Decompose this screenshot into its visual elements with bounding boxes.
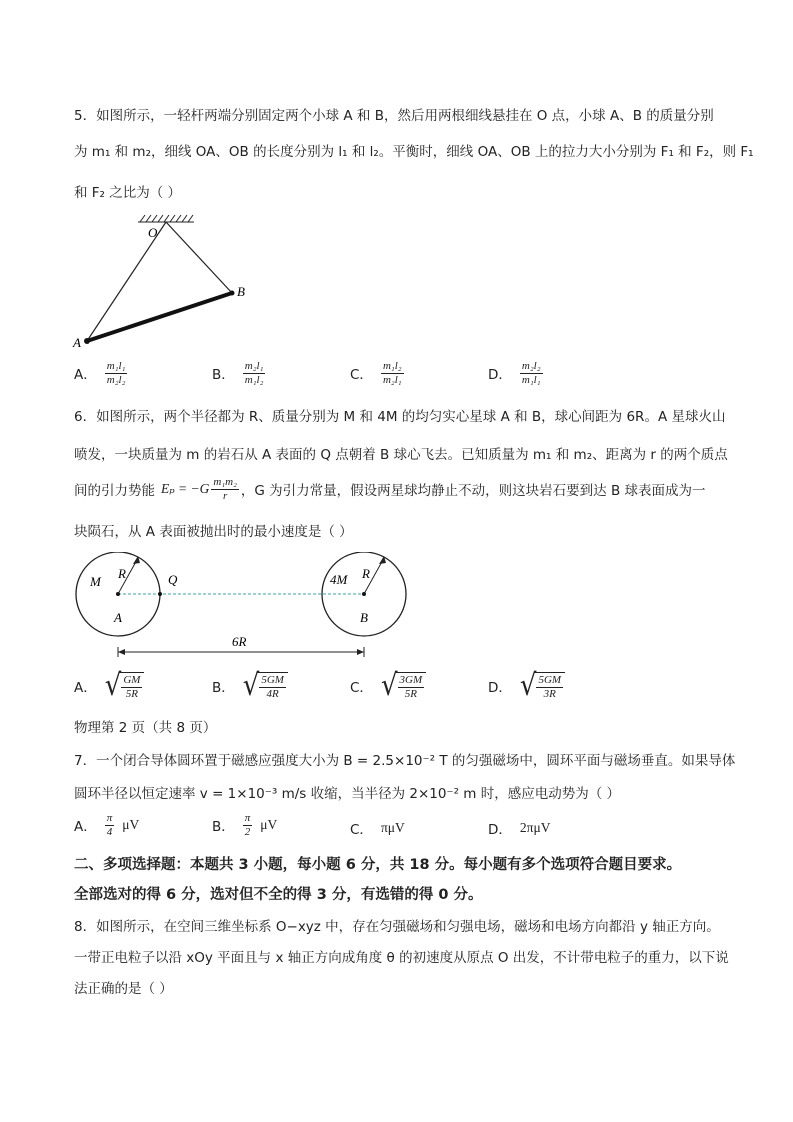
- ball-b: [230, 291, 235, 296]
- q6-option-d-sqrt: √ $\frac{5GM}{3R}$: [520, 672, 565, 700]
- ceiling-hatch: [138, 215, 194, 222]
- q6-option-c[interactable]: C． √ $\frac{3GM}{5R}$: [350, 672, 426, 700]
- q5-option-b[interactable]: B． $\frac{\text{m₂l₁}}{\text{m₁l₂}}$: [212, 360, 264, 386]
- q5-option-d-frac: $\frac{\text{m₂l₂}}{\text{m₁l₁}}$: [521, 360, 541, 386]
- q6-option-d[interactable]: D． √ $\frac{5GM}{3R}$: [488, 672, 565, 700]
- q5-option-a[interactable]: A． $\frac{\text{m₁l₁}}{\text{m₂l₂}}$: [74, 360, 126, 386]
- label-o: O: [148, 225, 158, 240]
- label-b: B: [237, 284, 245, 299]
- q5-option-c[interactable]: C． $\frac{\text{m₁l₂}}{\text{m₂l₁}}$: [350, 360, 402, 386]
- q6-line1: 6．如图所示，两个半径都为 R、质量分别为 M 和 4M 的均匀实心星球 A 和 B，球心间距为 6R。A 星球火山: [74, 409, 726, 425]
- q5-option-b-frac: $\frac{\text{m₂l₁}}{\text{m₁l₂}}$: [244, 360, 264, 386]
- string-ob: [166, 222, 232, 293]
- q6-option-b[interactable]: B． √ $\frac{5GM}{4R}$: [212, 672, 288, 700]
- section2-heading-line1: 二、多项选择题：本题共 3 小题，每小题 6 分，共 18 分。每小题有多个选项符合题目要求。: [74, 857, 682, 873]
- q5-diagram: [70, 212, 260, 352]
- ball-a: [84, 338, 90, 344]
- q7-option-b[interactable]: B． $\frac{\pi}{2}$ μV: [212, 812, 278, 838]
- distance-arrow-right: [357, 649, 364, 655]
- q6-option-b-sqrt: √ $\frac{5GM}{4R}$: [243, 672, 288, 700]
- q8-line2: 一带正电粒子以沿 xOy 平面且与 x 轴正方向成角度 θ 的初速度从原点 O 出发，不计带电粒子的重力，以下说: [74, 950, 729, 966]
- label-b: B: [360, 610, 368, 625]
- page-footer: 物理第 2 页（共 8 页）: [74, 720, 217, 736]
- label-r1: R: [118, 566, 126, 581]
- q6-option-c-sqrt: √ $\frac{3GM}{5R}$: [381, 672, 426, 700]
- q6-line4: 块陨石，从 A 表面被抛出时的最小速度是（ ）: [74, 524, 353, 540]
- point-q: [158, 592, 162, 596]
- section2-heading-line2: 全部选对的得 6 分，选对但不全的得 3 分，有选错的得 0 分。: [74, 887, 483, 903]
- distance-arrow-left: [118, 649, 125, 655]
- q7-option-d[interactable]: D． 2πμV: [488, 820, 551, 838]
- q5-line3: 和 F₂ 之比为（ ）: [74, 185, 182, 201]
- label-r2: R: [362, 566, 370, 581]
- q6-option-a[interactable]: A． √ $\frac{GM}{5R}$: [74, 672, 144, 700]
- q5-option-d[interactable]: D． $\frac{\text{m₂l₂}}{\text{m₁l₁}}$: [488, 360, 541, 386]
- q5-option-c-frac: $\frac{\text{m₁l₂}}{\text{m₂l₁}}$: [382, 360, 402, 386]
- label-a: A: [114, 610, 122, 625]
- q7-line2: 圆环半径以恒定速率 v = 1×10⁻³ m/s 收缩，当半径为 2×10⁻² m 时，感应电动势为（ ）: [74, 786, 621, 802]
- label-q: Q: [168, 572, 178, 587]
- q5-line2: 为 m₁ 和 m₂，细线 OA、OB 的长度分别为 l₁ 和 l₂。平衡时，细线 OA、OB 上的拉力大小分别为 F₁ 和 F₂，则 F₁: [74, 144, 754, 160]
- q8-line3: 法正确的是（ ）: [74, 981, 173, 997]
- q7-line1: 7．一个闭合导体圆环置于磁感应强度大小为 B = 2.5×10⁻² T 的匀强磁场中，圆环平面与磁场垂直。如果导体: [74, 753, 736, 769]
- label-a: A: [73, 335, 81, 350]
- q5-option-a-frac: $\frac{\text{m₁l₁}}{\text{m₂l₂}}$: [106, 360, 126, 386]
- label-m: M: [90, 574, 101, 589]
- q7-option-c[interactable]: C． πμV: [350, 820, 405, 838]
- rod-ab: [87, 293, 232, 341]
- label-4m: 4M: [330, 572, 348, 587]
- q6-diagram: [70, 552, 420, 664]
- q7-option-a[interactable]: A． $\frac{\pi}{4}$ μV: [74, 812, 140, 838]
- q6-option-a-sqrt: √ $\frac{GM}{5R}$: [105, 672, 145, 700]
- label-6r: 6R: [232, 634, 247, 649]
- q6-line2: 喷发，一块质量为 m 的岩石从 A 表面的 Q 点朝着 B 球心飞去。已知质量为 m₁ 和 m₂、距离为 r 的两个质点: [74, 447, 728, 463]
- q6-line3: 间的引力势能 Eₚ = −G $\frac{\text{m₁m₂}}{r}$ ，G 为引力常量，假设两星球均静止不动，则这块岩石要到达 B 球表面成为一: [74, 476, 706, 502]
- q5-line1: 5．如图所示，一轻杆两端分别固定两个小球 A 和 B，然后用两根细线悬挂在 O 点，小球 A、B 的质量分别: [74, 108, 714, 124]
- q8-line1: 8．如图所示，在空间三维坐标系 O−xyz 中，存在匀强磁场和匀强电场，磁场和电场方向都沿 y 轴正方向。: [74, 919, 720, 935]
